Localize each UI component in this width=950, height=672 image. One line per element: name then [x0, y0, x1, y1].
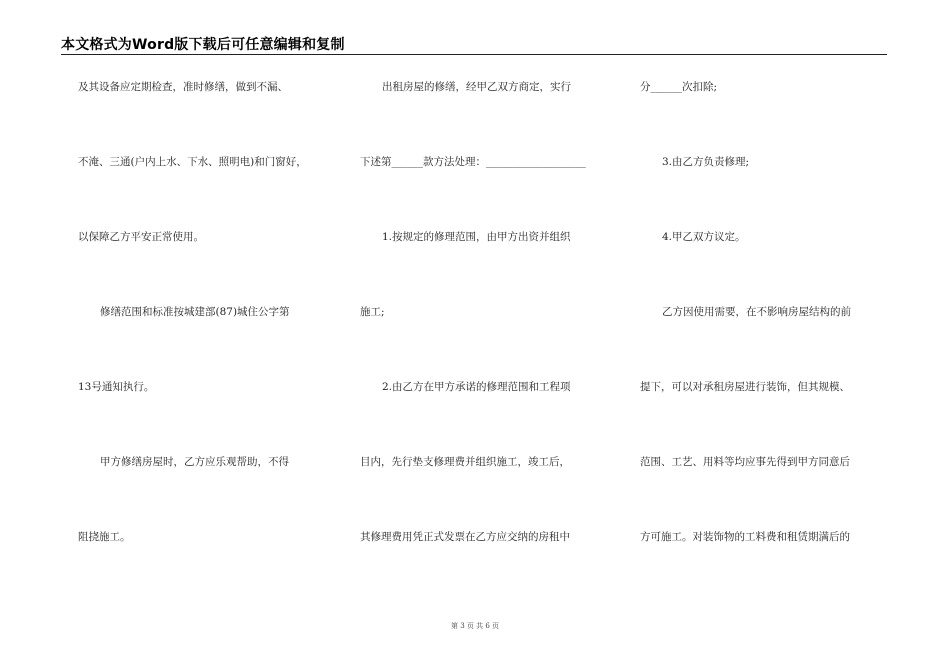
text-line: 出租房屋的修缮，经甲乙双方商定，实行: [382, 81, 571, 93]
text-line: 修缮范围和标准按城建部(87)城住公字第: [100, 306, 290, 318]
text-line: 范围、工艺、用料等均应事先得到甲方同意后: [640, 456, 850, 468]
text-line: 乙方因使用需要，在不影响房屋结构的前: [662, 306, 851, 318]
text-line: 目内，先行垫支修理费并组织施工，竣工后，: [360, 456, 570, 468]
text-line: 提下，可以对承租房屋进行装饰，但其规模、: [640, 381, 850, 393]
text-line: 阻挠施工。: [78, 531, 131, 543]
text-line: 方可施工。对装饰物的工料费和租赁期满后的: [640, 531, 850, 543]
text-line: 2.由乙方在甲方承诺的修理范围和工程项: [382, 381, 571, 393]
text-line: 以保障乙方平安正常使用。: [78, 231, 204, 243]
text-line: 其修理费用凭正式发票在乙方应交纳的房租中: [360, 531, 570, 543]
page-header-title: 本文格式为Word版下载后可任意编辑和复制: [61, 37, 345, 53]
text-line: 分______次扣除;: [640, 81, 718, 93]
text-line: 4.甲乙双方议定。: [662, 231, 746, 243]
page-header: [61, 32, 887, 55]
text-line: 1.按规定的修理范围，由甲方出资并组织: [382, 231, 571, 243]
page-number: 第 3 页 共 6 页: [450, 622, 500, 630]
text-line: 及其设备应定期检查，准时修缮，做到不漏、: [78, 81, 288, 93]
text-line: 施工;: [360, 306, 385, 318]
text-line: 不淹、三通(户内上水、下水、照明电)和门窗好，: [78, 156, 307, 168]
text-line: 下述第______款方法处理：___________________: [360, 156, 586, 168]
text-line: 13号通知执行。: [78, 381, 155, 393]
text-line: 3.由乙方负责修理;: [662, 156, 750, 168]
text-line: 甲方修缮房屋时，乙方应乐观帮助，不得: [100, 456, 289, 468]
